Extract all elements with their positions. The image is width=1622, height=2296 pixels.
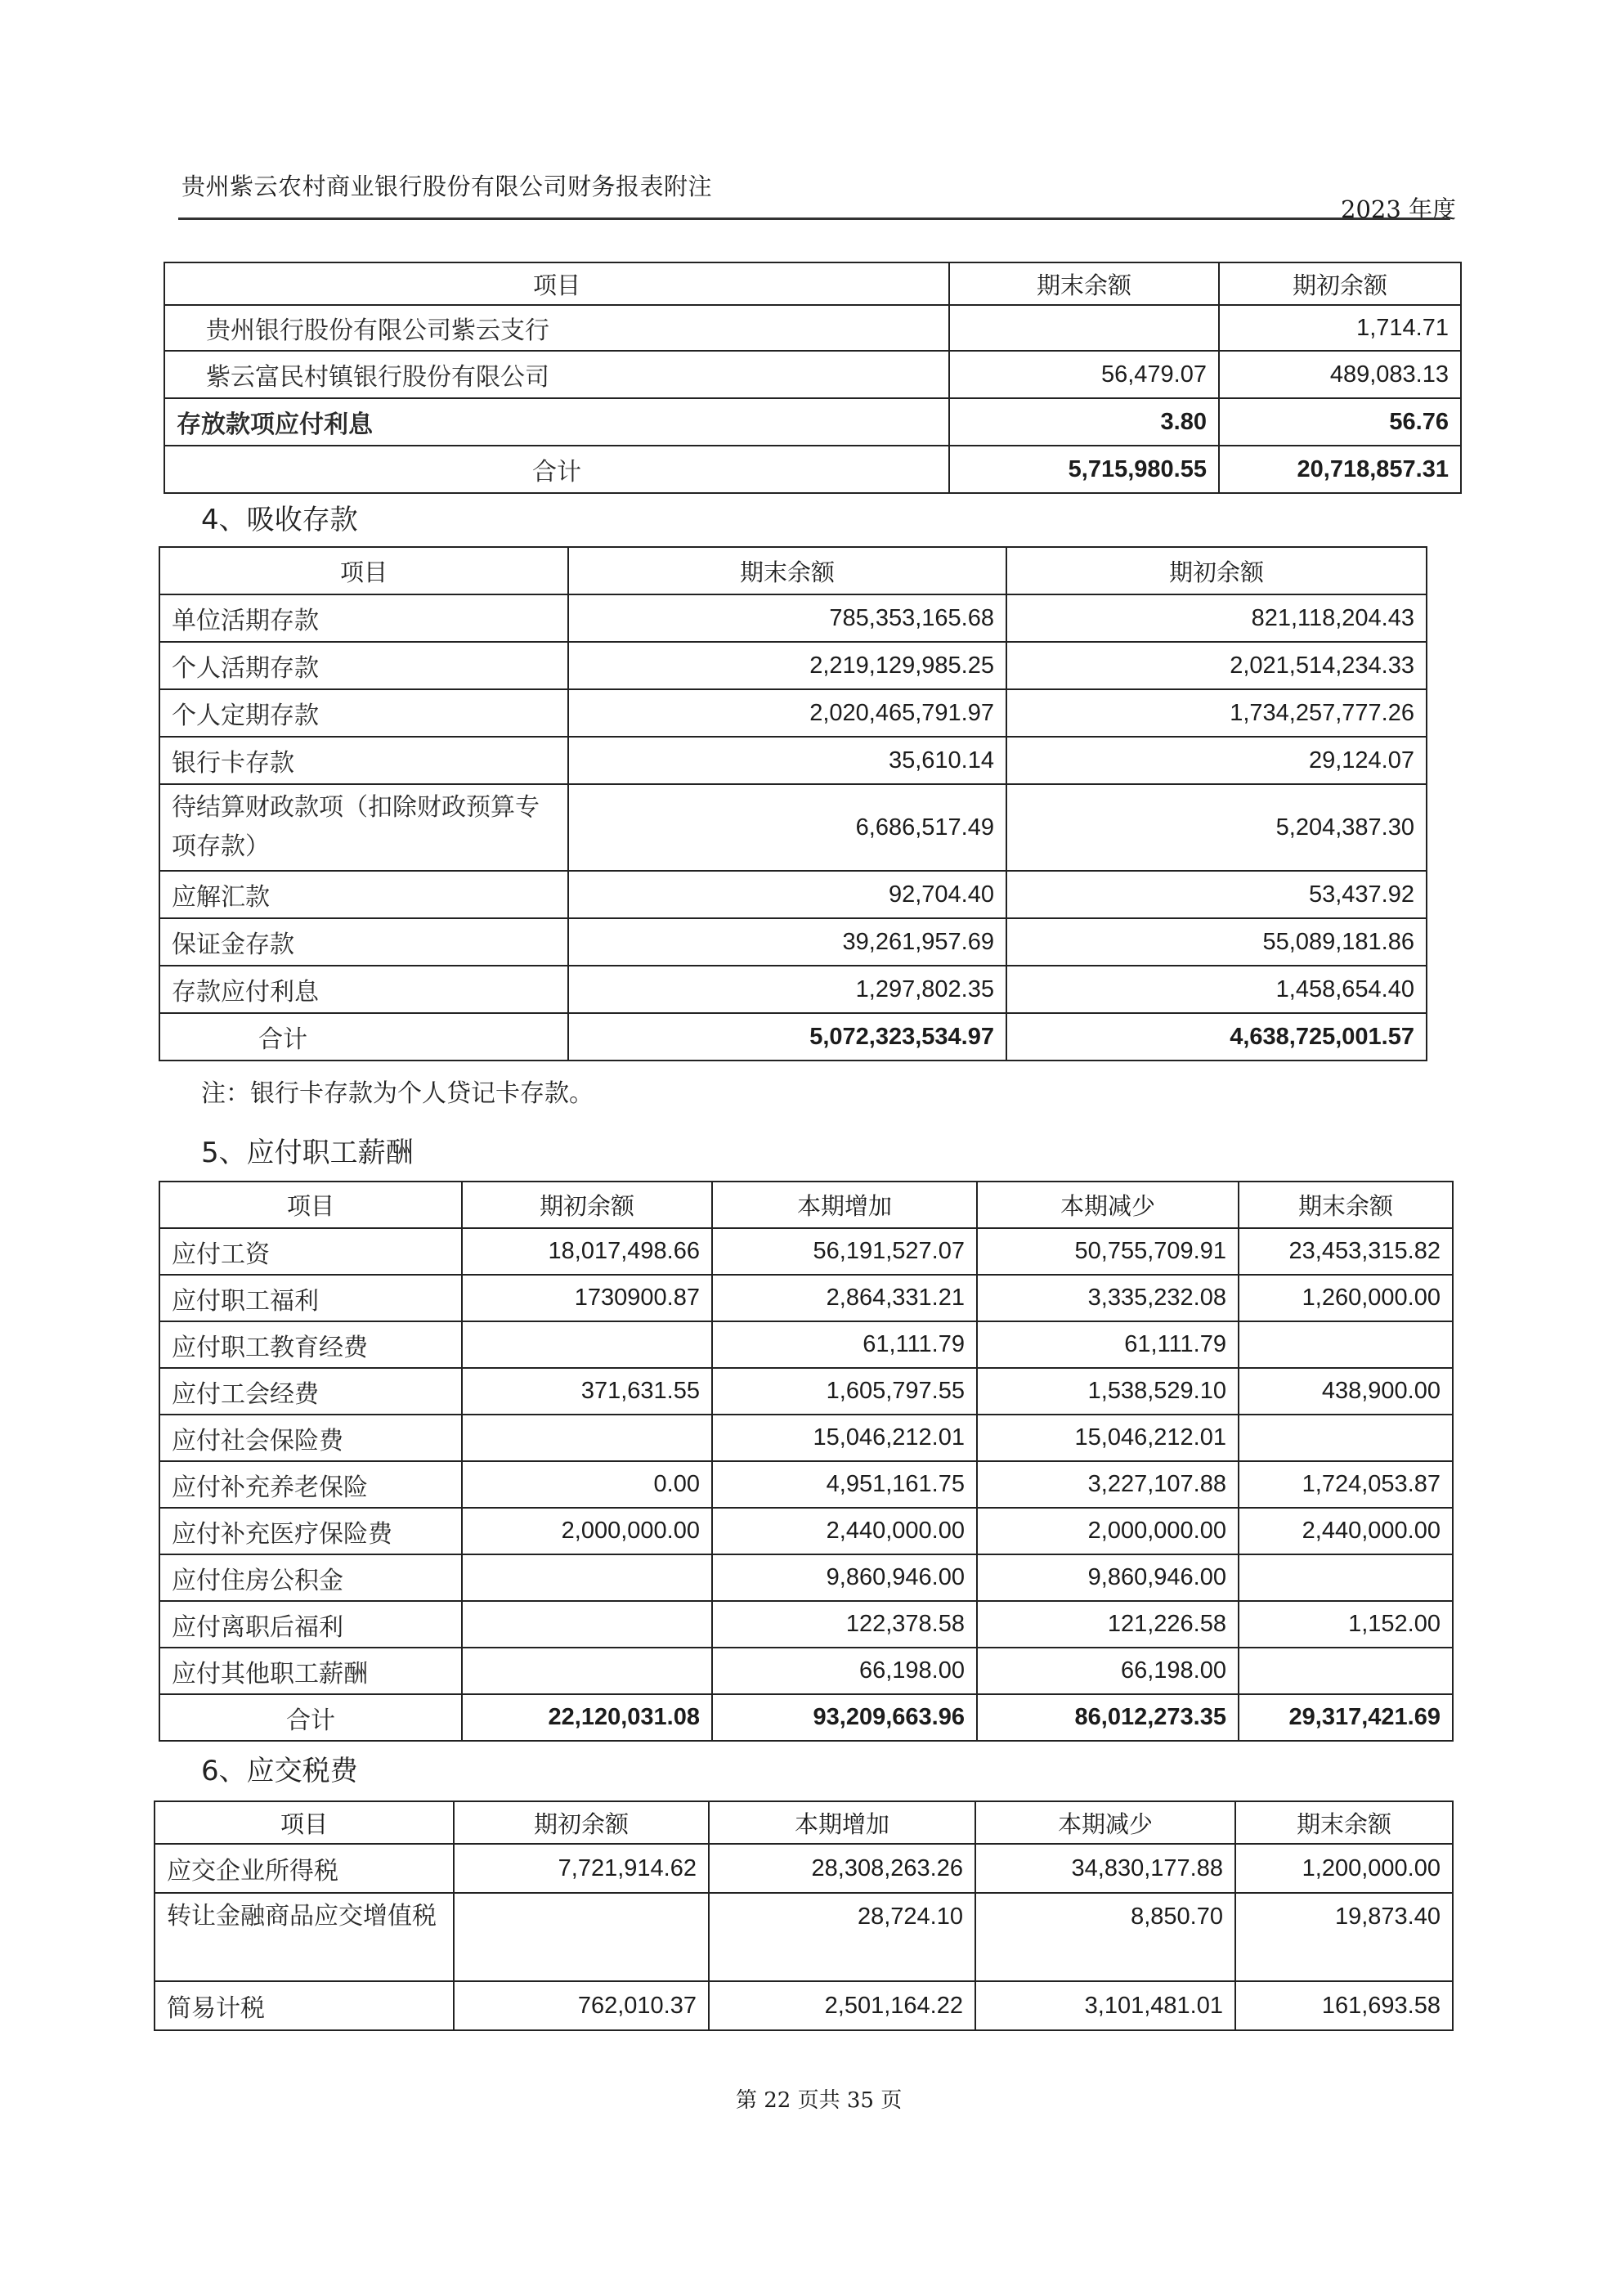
- row-end: 438,900.00: [1239, 1368, 1453, 1415]
- row-add: 122,378.58: [712, 1601, 977, 1648]
- total-add: 93,209,663.96: [712, 1694, 977, 1741]
- row-label: 简易计税: [155, 1981, 454, 2030]
- row-begin: 18,017,498.66: [462, 1228, 712, 1275]
- col-header-sub: 本期减少: [977, 1182, 1239, 1228]
- row-sub: 66,198.00: [977, 1648, 1239, 1694]
- row-label: 保证金存款: [159, 918, 568, 966]
- row-end: 39,261,957.69: [568, 918, 1006, 966]
- row-end: 3.80: [949, 398, 1219, 446]
- total-label: 合计: [164, 446, 949, 493]
- table-row: [164, 305, 1461, 351]
- section-5-title: 5、应付职工薪酬: [201, 1137, 414, 1169]
- row-end: 785,353,165.68: [568, 594, 1006, 642]
- total-end: 29,317,421.69: [1239, 1694, 1453, 1741]
- row-label: 应付职工福利: [159, 1275, 462, 1321]
- row-add: 1,605,797.55: [712, 1368, 977, 1415]
- total-row: [159, 1013, 1427, 1061]
- payroll-payables-table: [159, 1181, 1454, 1742]
- row-label: 个人活期存款: [159, 642, 568, 689]
- row-add: 56,191,527.07: [712, 1228, 977, 1275]
- row-add: 61,111.79: [712, 1321, 977, 1368]
- row-sub: 3,101,481.01: [975, 1981, 1235, 2030]
- table-row: [159, 689, 1427, 737]
- row-end: [1239, 1554, 1453, 1601]
- row-end: 6,686,517.49: [568, 784, 1006, 871]
- col-header-begin: 期初余额: [462, 1182, 712, 1228]
- row-end: 1,152.00: [1239, 1601, 1453, 1648]
- row-label: 应付住房公积金: [159, 1554, 462, 1601]
- row-label: 银行卡存款: [159, 737, 568, 784]
- col-header-end: 期末余额: [949, 262, 1219, 305]
- row-begin: 1,714.71: [1219, 305, 1461, 351]
- table-row: [155, 1981, 1453, 2030]
- row-label: 应付工会经费: [159, 1368, 462, 1415]
- row-label: 存放款项应付利息: [164, 398, 949, 446]
- table-row: [159, 784, 1427, 871]
- row-begin: 0.00: [462, 1461, 712, 1508]
- row-add: 2,864,331.21: [712, 1275, 977, 1321]
- row-add: 28,308,263.26: [709, 1844, 975, 1893]
- total-begin: 4,638,725,001.57: [1006, 1013, 1427, 1061]
- row-add: 9,860,946.00: [712, 1554, 977, 1601]
- table-row: [159, 918, 1427, 966]
- col-header-item: 项目: [159, 1182, 462, 1228]
- row-begin: [462, 1321, 712, 1368]
- row-label: 应付补充医疗保险费: [159, 1508, 462, 1554]
- row-end: 1,724,053.87: [1239, 1461, 1453, 1508]
- table-row: [159, 737, 1427, 784]
- table-row: [159, 1601, 1453, 1648]
- table-row: [164, 351, 1461, 398]
- col-header-add: 本期增加: [709, 1801, 975, 1844]
- row-begin: 2,021,514,234.33: [1006, 642, 1427, 689]
- table-row: [159, 1275, 1453, 1321]
- report-year: 2023 年度: [1341, 195, 1457, 223]
- table-row: [159, 1321, 1453, 1368]
- row-begin: 7,721,914.62: [454, 1844, 709, 1893]
- row-begin: [454, 1893, 709, 1981]
- row-add: 28,724.10: [709, 1893, 975, 1981]
- row-sub: 61,111.79: [977, 1321, 1239, 1368]
- col-header-end: 期末余额: [1235, 1801, 1453, 1844]
- row-end: 1,297,802.35: [568, 966, 1006, 1013]
- row-begin: 762,010.37: [454, 1981, 709, 2030]
- row-label: 应付补充养老保险: [159, 1461, 462, 1508]
- row-begin: [462, 1648, 712, 1694]
- page-number: 第 22 页共 35 页: [736, 2088, 903, 2113]
- row-label: 应付离职后福利: [159, 1601, 462, 1648]
- row-add: 66,198.00: [712, 1648, 977, 1694]
- row-label: 应付其他职工薪酬: [159, 1648, 462, 1694]
- table-row: [159, 1461, 1453, 1508]
- total-row: [164, 446, 1461, 493]
- row-label: 单位活期存款: [159, 594, 568, 642]
- row-end: 161,693.58: [1235, 1981, 1453, 2030]
- total-row: [159, 1694, 1453, 1741]
- row-label: 应付职工教育经费: [159, 1321, 462, 1368]
- deposits-table: [159, 546, 1427, 1061]
- col-header-item: 项目: [159, 547, 568, 594]
- row-begin: 5,204,387.30: [1006, 784, 1427, 871]
- table-row: [164, 398, 1461, 446]
- col-header-end: 期末余额: [1239, 1182, 1453, 1228]
- row-add: 2,440,000.00: [712, 1508, 977, 1554]
- row-end: 56,479.07: [949, 351, 1219, 398]
- row-label: 贵州银行股份有限公司紫云支行: [164, 305, 949, 351]
- row-begin: 53,437.92: [1006, 871, 1427, 918]
- col-header-begin: 期初余额: [454, 1801, 709, 1844]
- row-label: 转让金融商品应交增值税: [155, 1893, 454, 1981]
- table-row: [159, 871, 1427, 918]
- taxes-payable-table: [154, 1800, 1454, 2031]
- row-begin: 821,118,204.43: [1006, 594, 1427, 642]
- row-begin: 55,089,181.86: [1006, 918, 1427, 966]
- total-label: 合计: [159, 1694, 462, 1741]
- row-begin: [462, 1415, 712, 1461]
- interbank-payables-table: [164, 262, 1462, 494]
- table-row: [159, 1415, 1453, 1461]
- row-sub: 15,046,212.01: [977, 1415, 1239, 1461]
- row-begin: 1730900.87: [462, 1275, 712, 1321]
- row-begin: [462, 1554, 712, 1601]
- row-sub: 3,335,232.08: [977, 1275, 1239, 1321]
- total-end: 5,715,980.55: [949, 446, 1219, 493]
- total-sub: 86,012,273.35: [977, 1694, 1239, 1741]
- total-begin: 20,718,857.31: [1219, 446, 1461, 493]
- col-header-begin: 期初余额: [1006, 547, 1427, 594]
- table-row: [159, 966, 1427, 1013]
- col-header-end: 期末余额: [568, 547, 1006, 594]
- row-end: 19,873.40: [1235, 1893, 1453, 1981]
- row-end: 2,219,129,985.25: [568, 642, 1006, 689]
- row-label: 应付社会保险费: [159, 1415, 462, 1461]
- row-end: 1,200,000.00: [1235, 1844, 1453, 1893]
- row-begin: 56.76: [1219, 398, 1461, 446]
- row-label: 应付工资: [159, 1228, 462, 1275]
- col-header-sub: 本期减少: [975, 1801, 1235, 1844]
- row-label: 应交企业所得税: [155, 1844, 454, 1893]
- row-end: 2,440,000.00: [1239, 1508, 1453, 1554]
- row-end: 35,610.14: [568, 737, 1006, 784]
- table-row: [159, 1228, 1453, 1275]
- total-begin: 22,120,031.08: [462, 1694, 712, 1741]
- row-sub: 2,000,000.00: [977, 1508, 1239, 1554]
- row-end: [1239, 1648, 1453, 1694]
- row-label: 紫云富民村镇银行股份有限公司: [164, 351, 949, 398]
- col-header-item: 项目: [155, 1801, 454, 1844]
- row-end: 2,020,465,791.97: [568, 689, 1006, 737]
- row-add: 4,951,161.75: [712, 1461, 977, 1508]
- row-sub: 34,830,177.88: [975, 1844, 1235, 1893]
- row-end: 23,453,315.82: [1239, 1228, 1453, 1275]
- table-row: [159, 1508, 1453, 1554]
- section-4-title: 4、吸收存款: [201, 504, 358, 536]
- table-row: [159, 642, 1427, 689]
- table-row: [155, 1844, 1453, 1893]
- row-end: [1239, 1415, 1453, 1461]
- row-end: 1,260,000.00: [1239, 1275, 1453, 1321]
- row-add: 15,046,212.01: [712, 1415, 977, 1461]
- table-row: [159, 1648, 1453, 1694]
- header-rule: [178, 217, 1450, 220]
- report-title: 贵州紫云农村商业银行股份有限公司财务报表附注: [181, 173, 713, 200]
- total-label: 合计: [159, 1013, 568, 1061]
- row-begin: 1,734,257,777.26: [1006, 689, 1427, 737]
- row-sub: 9,860,946.00: [977, 1554, 1239, 1601]
- col-header-item: 项目: [164, 262, 949, 305]
- row-add: 2,501,164.22: [709, 1981, 975, 2030]
- row-begin: [462, 1601, 712, 1648]
- row-begin: 29,124.07: [1006, 737, 1427, 784]
- deposits-note: 注：银行卡存款为个人贷记卡存款。: [201, 1079, 594, 1108]
- row-label: 应解汇款: [159, 871, 568, 918]
- row-sub: 121,226.58: [977, 1601, 1239, 1648]
- row-label: 存款应付利息: [159, 966, 568, 1013]
- row-begin: 489,083.13: [1219, 351, 1461, 398]
- row-sub: 1,538,529.10: [977, 1368, 1239, 1415]
- table-row: [159, 594, 1427, 642]
- row-sub: 3,227,107.88: [977, 1461, 1239, 1508]
- row-label: 待结算财政款项（扣除财政预算专项存款）: [159, 784, 568, 871]
- row-end: [1239, 1321, 1453, 1368]
- row-end: 92,704.40: [568, 871, 1006, 918]
- row-begin: 2,000,000.00: [462, 1508, 712, 1554]
- col-header-begin: 期初余额: [1219, 262, 1461, 305]
- row-begin: 1,458,654.40: [1006, 966, 1427, 1013]
- total-end: 5,072,323,534.97: [568, 1013, 1006, 1061]
- table-row: [159, 1554, 1453, 1601]
- section-6-title: 6、应交税费: [201, 1755, 358, 1787]
- table-row: [159, 1368, 1453, 1415]
- row-begin: 371,631.55: [462, 1368, 712, 1415]
- col-header-add: 本期增加: [712, 1182, 977, 1228]
- row-end: [949, 305, 1219, 351]
- row-sub: 50,755,709.91: [977, 1228, 1239, 1275]
- row-sub: 8,850.70: [975, 1893, 1235, 1981]
- row-label: 个人定期存款: [159, 689, 568, 737]
- table-row: [155, 1893, 1453, 1981]
